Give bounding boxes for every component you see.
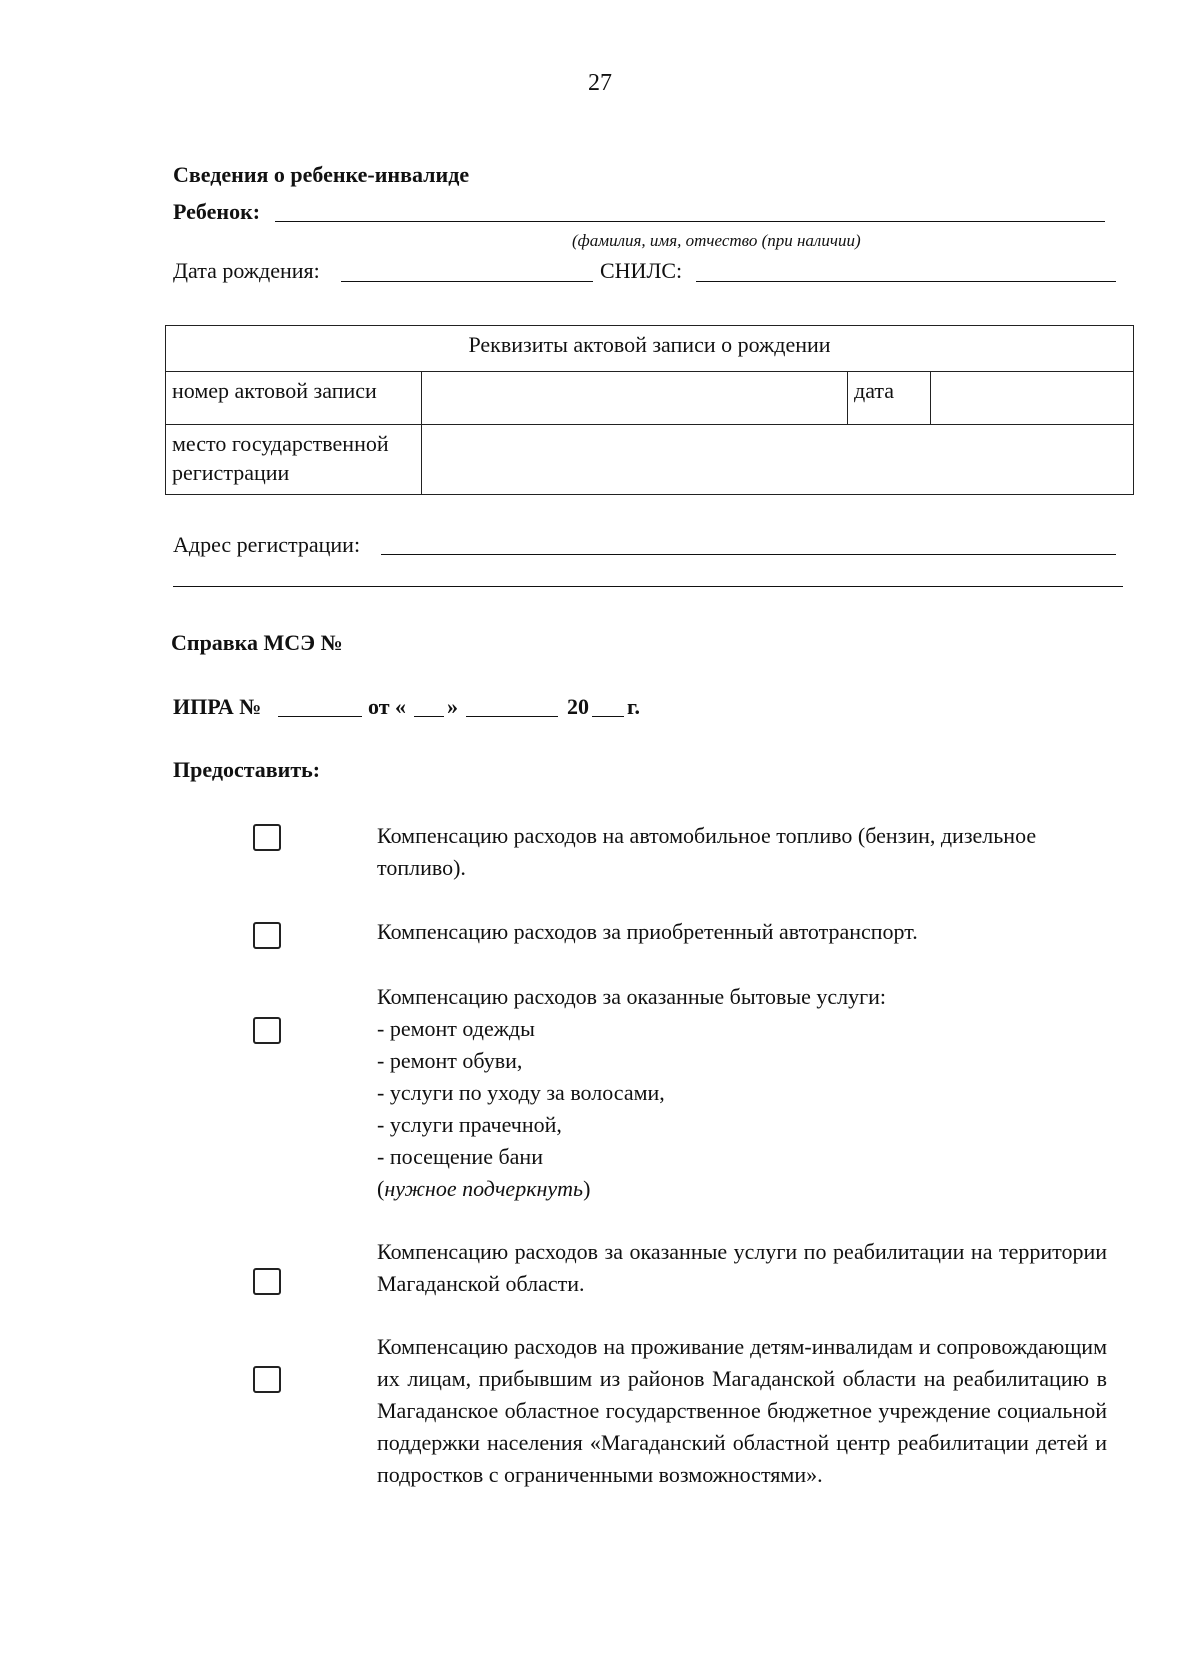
child-name-hint: (фамилия, имя, отчество (при наличии) [572, 231, 861, 250]
household-item: - услуги прачечной, [377, 1112, 562, 1137]
snils-label: СНИЛС: [600, 258, 683, 283]
household-note-open: ( [377, 1176, 385, 1201]
address-field[interactable] [381, 554, 1116, 555]
household-services-block [377, 981, 1107, 1205]
address-label: Адрес регистрации: [173, 532, 361, 557]
page-number: 27 [588, 70, 612, 96]
accommodation-checkbox[interactable] [253, 1366, 281, 1393]
snils-field[interactable] [696, 281, 1116, 282]
household-item: - услуги по уходу за волосами, [377, 1080, 665, 1105]
ipra-year-field[interactable] [592, 716, 624, 717]
mse-label: Справка МСЭ № [171, 630, 343, 655]
birth-record-title: Реквизиты актовой записи о рождении [166, 326, 1134, 372]
birth-date-field[interactable] [341, 281, 593, 282]
registration-place-label-line1: место государственной [172, 431, 389, 456]
registration-place-field[interactable] [422, 425, 1134, 495]
household-item: - ремонт обуви, [377, 1048, 523, 1073]
rehabilitation-checkbox[interactable] [253, 1268, 281, 1295]
vehicle-compensation-checkbox[interactable] [253, 922, 281, 949]
birth-date-label: Дата рождения: [173, 258, 320, 283]
household-services-checkbox[interactable] [253, 1017, 281, 1044]
section-title: Сведения о ребенке-инвалиде [173, 162, 470, 187]
registration-place-label-line2: регистрации [172, 460, 290, 485]
household-item: - ремонт одежды [377, 1016, 535, 1041]
rehabilitation-text: Компенсацию расходов за оказанные услуги по реабилитации на территории Магаданской области. [377, 1239, 1107, 1296]
address-field-line2[interactable] [173, 586, 1123, 587]
record-number-label: номер актовой записи [166, 372, 422, 425]
ipra-month-field[interactable] [466, 716, 558, 717]
fuel-compensation-checkbox[interactable] [253, 824, 281, 851]
ipra-from-label: от « [368, 694, 407, 719]
household-note-close: ) [583, 1176, 591, 1201]
household-note-text: нужное подчеркнуть [384, 1176, 584, 1201]
provide-label: Предоставить: [173, 757, 321, 782]
ipra-number-field[interactable] [278, 716, 362, 717]
child-label: Ребенок: [173, 199, 261, 224]
household-item: - посещение бани [377, 1144, 543, 1169]
fuel-compensation-text: Компенсацию расходов на автомобильное топливо (бензин, дизельное топливо). [377, 823, 1037, 880]
record-date-field[interactable] [931, 372, 1134, 425]
ipra-day-field[interactable] [414, 716, 444, 717]
registration-place-label [166, 425, 422, 495]
birth-record-table [165, 325, 1134, 495]
child-name-field[interactable] [275, 221, 1105, 222]
ipra-year-suffix: г. [627, 694, 641, 719]
accommodation-text: Компенсацию расходов на проживание детям-инвалидам и сопровождающим их лицам, прибывшим из районов Магаданской области на реабилитацию в Магаданское областное государственное бюджетное учреждение социальной поддержки населения «Магаданский областной центр реабилитации детей и подростков с ограниченными возможностями». [377, 1334, 1107, 1487]
record-date-label: дата [848, 372, 931, 425]
household-services-title: Компенсацию расходов за оказанные бытовые услуги: [377, 984, 887, 1009]
vehicle-compensation-text: Компенсацию расходов за приобретенный автотранспорт. [377, 919, 918, 944]
household-note [377, 1173, 1107, 1205]
record-number-field[interactable] [422, 372, 848, 425]
ipra-label: ИПРА № [173, 694, 262, 719]
ipra-year-prefix: 20 [567, 694, 589, 719]
ipra-quote-close: » [447, 694, 458, 719]
